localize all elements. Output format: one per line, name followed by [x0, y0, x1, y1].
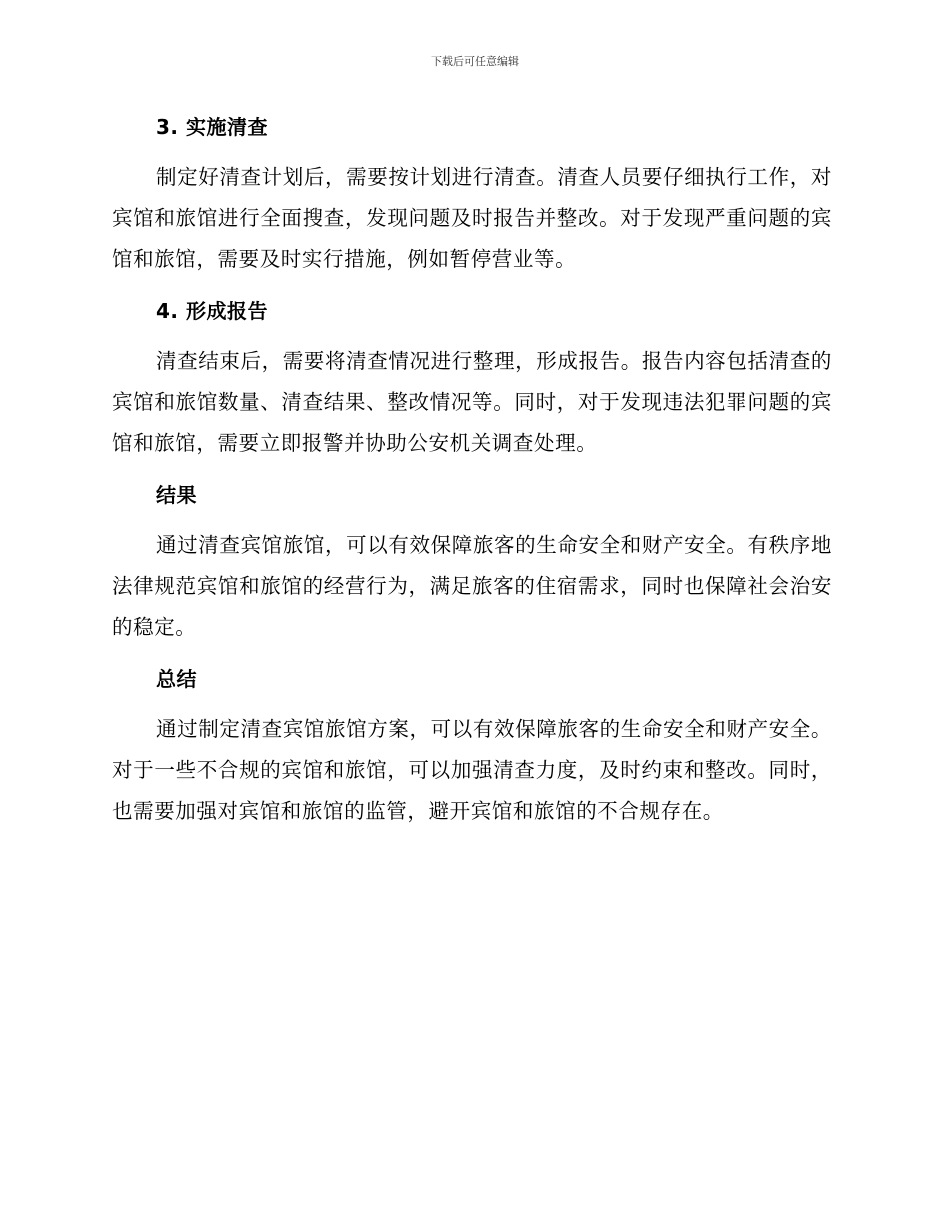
- section-paragraph-implement-inspection: 制定好清查计划后，需要按计划进行清查。清查人员要仔细执行工作，对宾馆和旅馆进行全面搜查，发现问题及时报告并整改。对于发现严重问题的宾馆和旅馆，需要及时实行措施，例如暂停营业等。: [112, 165, 832, 271]
- document-body: [112, 108, 832, 832]
- section-heading-results: 结果: [156, 483, 197, 507]
- section-heading-summary: 总结: [156, 667, 197, 691]
- section-heading-form-report: 4. 形成报告: [156, 299, 268, 323]
- section-paragraph-form-report: 清查结束后，需要将清查情况进行整理，形成报告。报告内容包括清查的宾馆和旅馆数量、清查结果、整改情况等。同时，对于发现违法犯罪问题的宾馆和旅馆，需要立即报警并协助公安机关调查处理。: [112, 349, 832, 455]
- section-paragraph-results: 通过清查宾馆旅馆，可以有效保障旅客的生命安全和财产安全。有秩序地法律规范宾馆和旅馆的经营行为，满足旅客的住宿需求，同时也保障社会治安的稳定。: [112, 533, 832, 639]
- header-note: 下载后可任意编辑: [431, 55, 519, 68]
- section-paragraph-summary: 通过制定清查宾馆旅馆方案，可以有效保障旅客的生命安全和财产安全。对于一些不合规的宾馆和旅馆，可以加强清查力度，及时约束和整改。同时，也需要加强对宾馆和旅馆的监管，避开宾馆和旅馆的不合规存在。: [112, 717, 832, 823]
- section-heading-implement-inspection: 3. 实施清查: [156, 115, 268, 139]
